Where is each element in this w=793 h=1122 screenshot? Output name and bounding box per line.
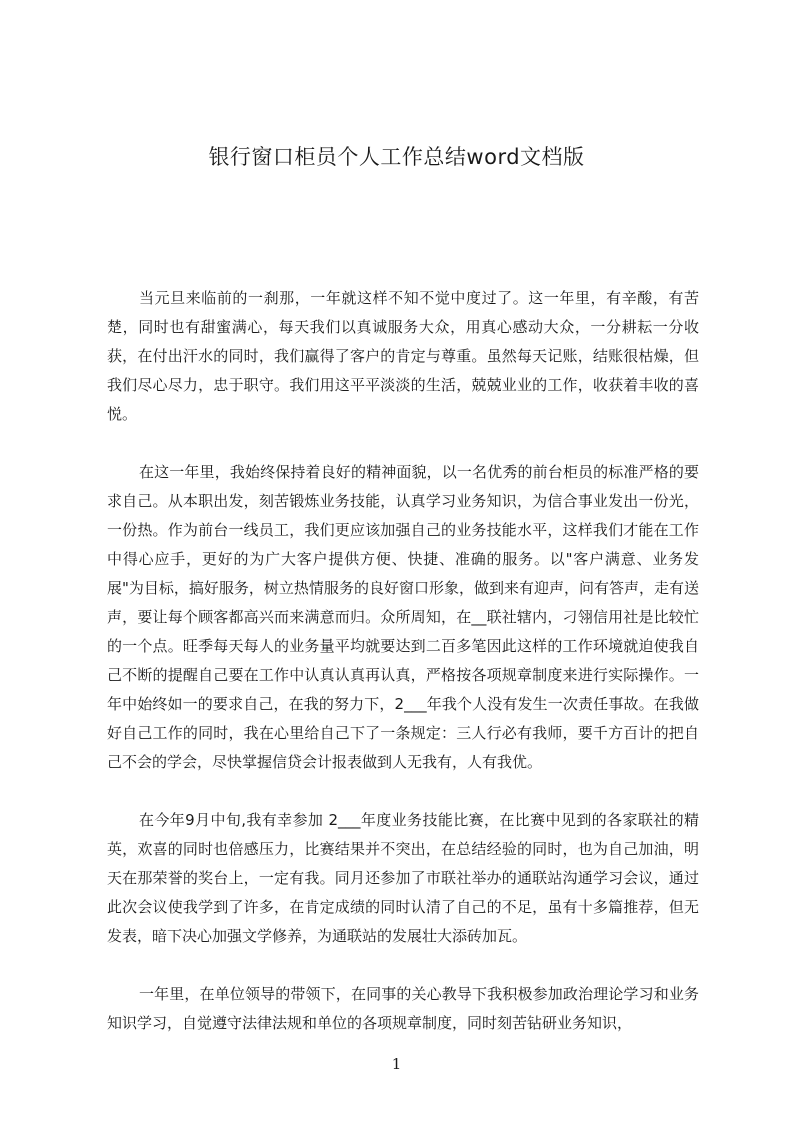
document-body [107,284,699,1038]
document-title: 银行窗口柜员个人工作总结word文档版 [208,145,585,169]
paragraph-1: 当元旦来临前的一刹那，一年就这样不知不觉中度过了。这一年里，有辛酸，有苦楚，同时也有甜蜜满心，每天我们以真诚服务大众，用真心感动大众，一分耕耘一分收获，在付出汗水的同时，我们赢得了客户的肯定与尊重。虽然每天记账，结账很枯燥，但我们尽心尽力，忠于职守。我们用这平平淡淡的生活，兢兢业业的工作，收获着丰收的喜悦。 [107,289,699,423]
page-number: 1 [391,1055,402,1073]
paragraph-4: 一年里，在单位领导的带领下，在同事的关心教导下我积极参加政治理论学习和业务知识学习，自觉遵守法律法规和单位的各项规章制度，同时刻苦钻研业务知识， [107,985,699,1032]
paragraph-2: 在这一年里，我始终保持着良好的精神面貌，以一名优秀的前台柜员的标准严格的要求自己。从本职出发，刻苦锻炼业务技能，认真学习业务知识，为信合事业发出一份光，一份热。作为前台一线员工，我们更应该加强自己的业务技能水平，这样我们才能在工作中得心应手，更好的为广大客户提供方便、快捷、准确的服务。以"客户满意、业务发展"为目标，搞好服务，树立热情服务的良好窗口形象，做到来有迎声，问有答声，走有送声，要让每个顾客都高兴而来满意而归。众所周知，在__联社辖内，刁翎信用社是比较忙的一个点。旺季每天每人的业务量平均就要达到二百多笔因此这样的工作环境就迫使我自己不断的提醒自己要在工作中认真认真再认真，严格按各项规章制度来进行实际操作。一年中始终如一的要求自己，在我的努力下，2___年我个人没有发生一次责任事故。在我做好自己工作的同时，我在心里给自己下了一条规定：三人行必有我师，要千方百计的把自己不会的学会，尽快掌握信贷会计报表做到人无我有，人有我优。 [107,463,699,771]
paragraph-3: 在今年9月中旬,我有幸参加 2___年度业务技能比赛，在比赛中见到的各家联社的精英，欢喜的同时也倍感压力，比赛结果并不突出，在总结经验的同时，也为自己加油，明天在那荣誉的奖台上，一定有我。同月还参加了市联社举办的通联站沟通学习会议，通过此次会议使我学到了许多，在肯定成绩的同时认清了自己的不足，虽有十多篇推荐，但无发表，暗下决心加强文学修养，为通联站的发展壮大添砖加瓦。 [107,811,699,945]
